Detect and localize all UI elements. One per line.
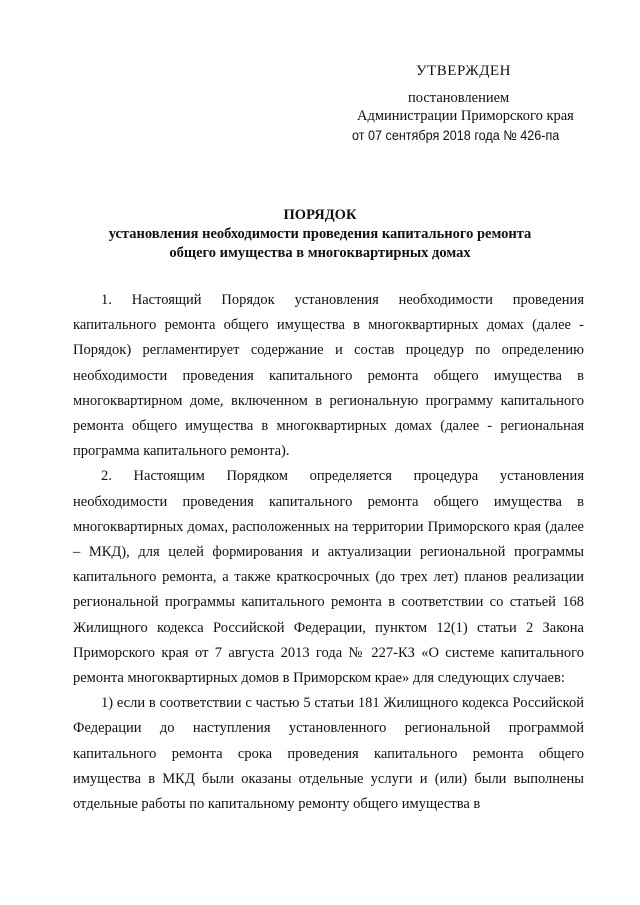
document-title: ПОРЯДОК	[283, 207, 357, 223]
approval-line-3: от 07 сентября 2018 года № 426-па	[352, 127, 560, 143]
paragraph-3: 1) если в соответствии с частью 5 статьи 181 Жилищного кодекса Российской Федерации до наступления установленного региональной программой капитального ремонта срока проведения капитального ремонта общего имущества в МКД были оказаны отдельные услуги и (или) были выполнены отдельные работы по капитальному ремонту общего имущества в	[73, 695, 584, 813]
paragraph-2: 2. Настоящим Порядком определяется процедура установления необходимости проведения капитального ремонта общего имущества в многоквартирных домах, расположенных на территории Приморского края (далее – МКД), для целей формирования и актуализации региональной программы капитального ремонта, а также краткосрочных (до трех лет) планов реализации региональной программы капитального ремонта в соответствии со статьей 168 Жилищного кодекса Российской Федерации, пунктом 12(1) статьи 2 Закона Приморского края от 7 августа 2013 года № 227-КЗ «О системе капитального ремонта многоквартирных домов в Приморском крае» для следующих случаев:	[73, 468, 584, 687]
paragraph-1: 1. Настоящий Порядок установления необходимости проведения капитального ремонта общего имущества в многоквартирных домах (далее - Порядок) регламентирует содержание и состав процедур по определению необходимости проведения капитального ремонта общего имущества в многоквартирном доме, включенном в региональную программу капитального ремонта общего имущества в многоквартирных домах (далее - региональная программа капитального ремонта).	[73, 292, 584, 460]
approval-title: УТВЕРЖДЕН	[416, 63, 511, 79]
approval-line-2: Администрации Приморского края	[357, 108, 574, 124]
approval-line-1: постановлением	[408, 90, 510, 106]
document-body	[73, 288, 584, 817]
document-subtitle-line-1: установления необходимости проведения капитального ремонта	[108, 226, 532, 242]
document-subtitle-line-2: общего имущества в многоквартирных домах	[169, 245, 471, 261]
